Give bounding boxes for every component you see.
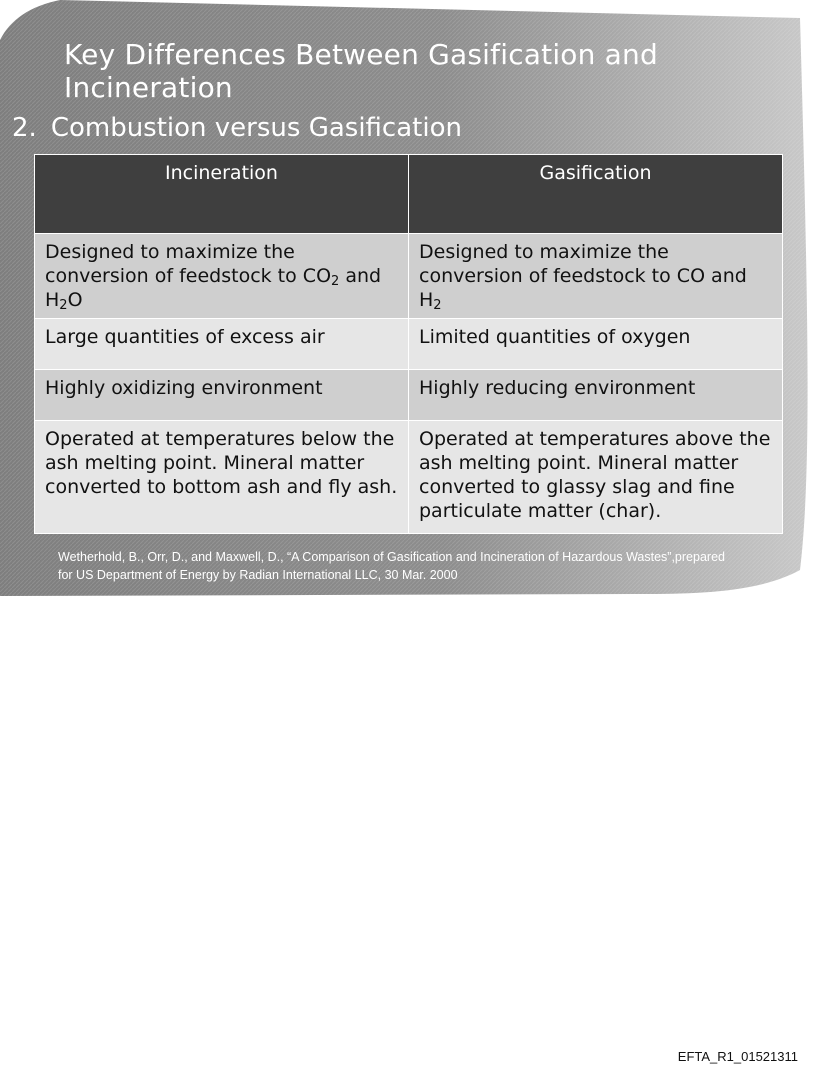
cell-incineration-temperature: Operated at temperatures below the ash melting point. Mineral matter converted to bottom ash and fly ash. — [35, 421, 409, 534]
cell-incineration-purpose: Designed to maximize the conversion of feedstock to $CO_2$ and $H_2O$ — [35, 234, 409, 319]
cell-gasification-temperature: Operated at temperatures above the ash melting point. Mineral matter converted to glassy slag and fine particulate matter (char). — [409, 421, 783, 534]
cell-gasification-environment: Highly reducing environment — [409, 370, 783, 421]
cell-incineration-air: Large quantities of excess air — [35, 319, 409, 370]
header-gasification: Gasification — [409, 155, 783, 234]
slide-title: Key Differences Between Gasification and Incineration — [64, 38, 658, 104]
document-id: EFTA_R1_01521311 — [677, 1049, 798, 1064]
table-row — [35, 370, 783, 421]
table-header-row — [35, 155, 783, 234]
cell-gasification-purpose: Designed to maximize the conversion of feedstock to CO and $H_2$ — [409, 234, 783, 319]
header-incineration: Incineration — [35, 155, 409, 234]
table-row — [35, 234, 783, 319]
subtitle-text: Combustion versus Gasification — [50, 113, 462, 143]
subtitle-number: 2. — [12, 113, 37, 143]
table-row — [35, 319, 783, 370]
cell-gasification-oxygen: Limited quantities of oxygen — [409, 319, 783, 370]
comparison-table — [34, 154, 783, 534]
cell-incineration-environment: Highly oxidizing environment — [35, 370, 409, 421]
citation: Wetherhold, B., Orr, D., and Maxwell, D., “A Comparison of Gasification and Incineration of Hazardous Wastes”,prepared for US Department of Energy by Radian International LLC, 30 Mar. 2000 — [58, 550, 725, 582]
table-row — [35, 421, 783, 534]
slide-subtitle — [12, 112, 462, 144]
